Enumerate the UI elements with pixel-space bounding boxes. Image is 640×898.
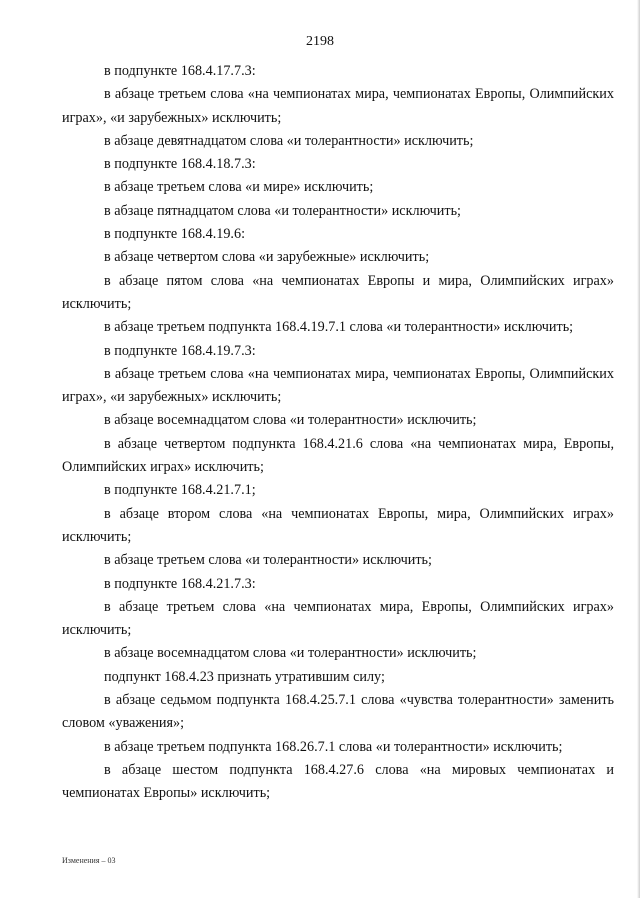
footer-note: Изменения – 03 (62, 856, 116, 865)
paragraph: в абзаце восемнадцатом слова «и толерантности» исключить; (104, 412, 477, 429)
paragraph: в абзаце шестом подпункта 168.4.27.6 слова «на мировых чемпионатах и чемпионатах Европы» исключить; (62, 761, 614, 802)
paragraph: в подпункте 168.4.21.7.1; (104, 482, 256, 499)
paragraph: в абзаце пятнадцатом слова «и толерантности» исключить; (104, 202, 461, 219)
paragraph: в абзаце девятнадцатом слова «и толерантности» исключить; (104, 132, 474, 149)
paragraph: в абзаце третьем подпункта 168.26.7.1 слова «и толерантности» исключить; (104, 738, 563, 755)
paragraph: в подпункте 168.4.19.6: (104, 226, 246, 243)
paragraph: в абзаце четвертом слова «и зарубежные» исключить; (104, 249, 430, 266)
paragraph: в абзаце седьмом подпункта 168.4.25.7.1 слова «чувства толерантности» заменить словом «уважения»; (62, 692, 614, 732)
page-number: 2198 (306, 34, 334, 49)
paragraph: в подпункте 168.4.17.7.3: (104, 63, 256, 79)
paragraph: в абзаце пятом слова «на чемпионатах Европы и мира, Олимпийских играх» исключить; (62, 272, 614, 312)
paragraph: в подпункте 168.4.21.7.3: (104, 575, 256, 592)
paragraph: в абзаце восемнадцатом слова «и толерантности» исключить; (104, 645, 477, 662)
paragraph: в абзаце третьем слова «на чемпионатах мира, Европы, Олимпийских играх» исключить; (62, 598, 614, 639)
paragraph: в абзаце четвертом подпункта 168.4.21.6 слова «на чемпионатах мира, Европы, Олимпийских играх» исключить; (62, 435, 614, 476)
paragraph: в абзаце третьем слова «на чемпионатах мира, чемпионатах Европы, Олимпийских играх», «и зарубежных» исключить; (62, 365, 614, 406)
paragraph: в абзаце втором слова «на чемпионатах Европы, мира, Олимпийских играх» исключить; (62, 505, 614, 545)
paragraph: в подпункте 168.4.18.7.3: (104, 156, 256, 173)
paragraph: в абзаце третьем слова «и мире» исключить; (104, 179, 374, 196)
paragraph: в абзаце третьем подпункта 168.4.19.7.1 слова «и толерантности» исключить; (104, 319, 574, 336)
paragraph: в абзаце третьем слова «на чемпионатах мира, чемпионатах Европы, Олимпийских играх», «и зарубежных» исключить; (62, 86, 614, 126)
paragraph: в подпункте 168.4.19.7.3: (104, 342, 256, 359)
paragraph: в абзаце третьем слова «и толерантности» исключить; (104, 552, 432, 569)
paragraph: подпункт 168.4.23 признать утратившим силу; (104, 668, 385, 685)
document-body (62, 60, 614, 806)
